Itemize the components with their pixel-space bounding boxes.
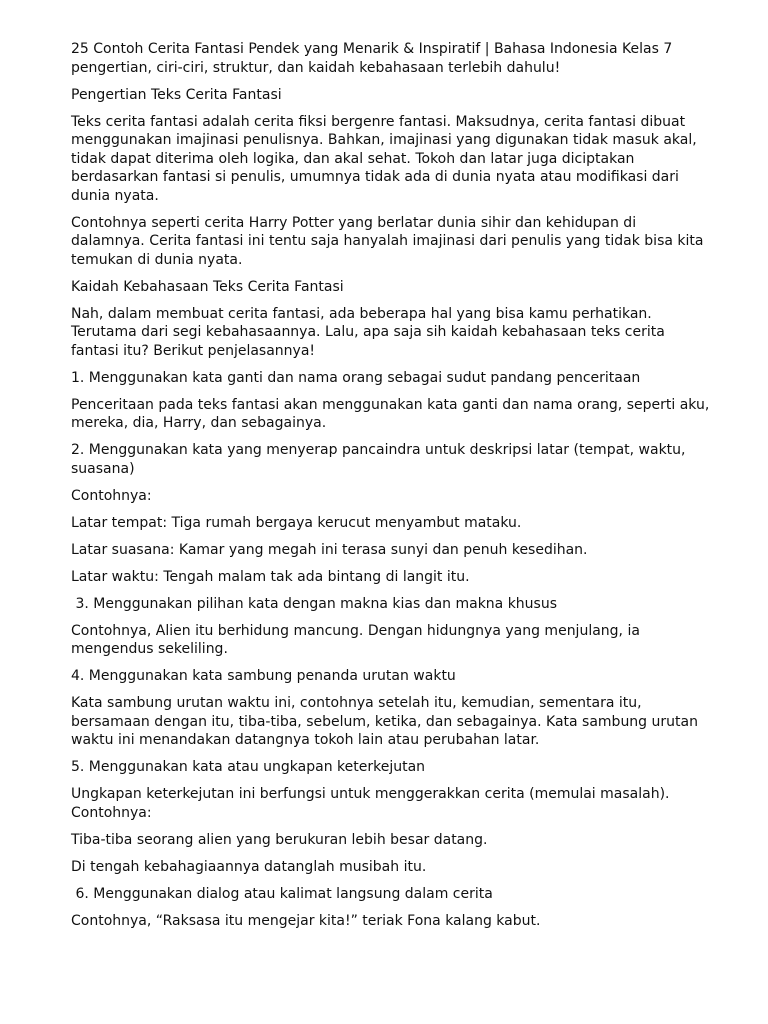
document-title: 25 Contoh Cerita Fantasi Pendek yang Menarik & Inspiratif | Bahasa Indonesia Kelas 7 pengertian, ciri-ciri, struktur, dan kaidah kebahasaan terlebih dahulu! [71,41,673,76]
rule-5-body: Ungkapan keterkejutan ini berfungsi untuk menggerakkan cerita (memulai masalah). Contohnya: [71,786,670,821]
rule-2-heading: 2. Menggunakan kata yang menyerap pancaindra untuk deskripsi latar (tempat, waktu, suasana) [71,442,686,477]
document-body [71,40,711,939]
rule-3-example: Contohnya, Alien itu berhidung mancung. Dengan hidungnya yang menjulang, ia mengendus sekeliling. [71,622,640,657]
rule-1-heading: 1. Menggunakan kata ganti dan nama orang sebagai sudut pandang penceritaan [71,369,641,386]
rule-5-example-2: Di tengah kebahagiaannya datanglah musibah itu. [71,858,427,875]
rule-2-example-time: Latar waktu: Tengah malam tak ada bintang di langit itu. [71,568,470,585]
rule-4-body: Kata sambung urutan waktu ini, contohnya setelah itu, kemudian, sementara itu, bersamaan dengan itu, tiba-tiba, sebelum, ketika, dan sebagainya. Kata sambung urutan waktu ini menandakan datangnya tokoh lain atau perubahan latar. [71,695,698,748]
paragraph-language-rules-intro: Nah, dalam membuat cerita fantasi, ada beberapa hal yang bisa kamu perhatikan. Terutama dari segi kebahasaannya. Lalu, apa saja sih kaidah kebahasaan teks cerita fantasi itu? Berikut penjelasannya! [71,305,665,359]
rule-6-example: Contohnya, “Raksasa itu mengejar kita!” teriak Fona kalang kabut. [71,912,541,929]
rule-6-heading: 6. Menggunakan dialog atau kalimat langsung dalam cerita [71,885,493,902]
paragraph-definition: Teks cerita fantasi adalah cerita fiksi bergenre fantasi. Maksudnya, cerita fantasi dibuat menggunakan imajinasi penulisnya. Bahkan, imajinasi yang digunakan tidak masuk akal, tidak dapat diterima oleh logika, dan akal sehat. Tokoh dan latar juga diciptakan berdasarkan fantasi si penulis, umumnya tidak ada di dunia nyata atau modifikasi dari dunia nyata. [71,113,697,204]
rule-1-body: Penceritaan pada teks fantasi akan menggunakan kata ganti dan nama orang, seperti aku, mereka, dia, Harry, dan sebagainya. [71,396,710,431]
rule-3-heading: 3. Menggunakan pilihan kata dengan makna kias dan makna khusus [71,595,558,612]
rule-2-example-atmosphere: Latar suasana: Kamar yang megah ini terasa sunyi dan penuh kesedihan. [71,541,588,558]
rule-5-example-1: Tiba-tiba seorang alien yang berukuran lebih besar datang. [71,831,488,848]
section-heading-definition: Pengertian Teks Cerita Fantasi [71,86,282,103]
rule-5-heading: 5. Menggunakan kata atau ungkapan keterkejutan [71,759,426,775]
rule-2-example-place: Latar tempat: Tiga rumah bergaya kerucut menyambut mataku. [71,514,522,531]
rule-4-heading: 4. Menggunakan kata sambung penanda urutan waktu [71,668,456,684]
section-heading-language-rules: Kaidah Kebahasaan Teks Cerita Fantasi [71,278,344,295]
paragraph-example-harry-potter: Contohnya seperti cerita Harry Potter yang berlatar dunia sihir dan kehidupan di dalamnya. Cerita fantasi ini tentu saja hanyalah imajinasi dari penulis yang tidak bisa kita temukan di dunia nyata. [71,214,704,268]
rule-2-example-label: Contohnya: [71,487,152,504]
